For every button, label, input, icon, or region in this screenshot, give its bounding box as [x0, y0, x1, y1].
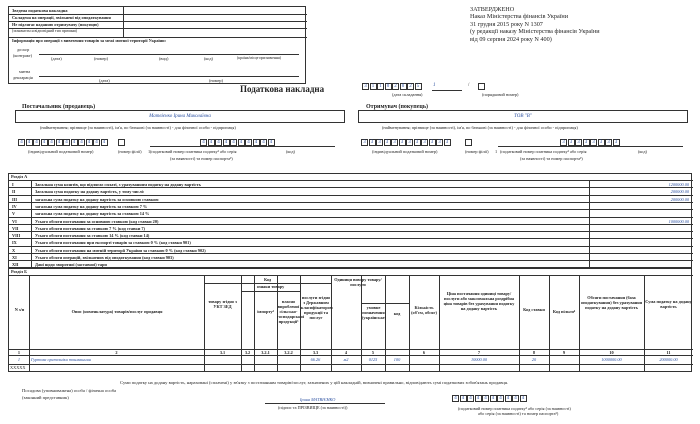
digit-cell: 4: [490, 395, 497, 402]
digit-cell: 3: [605, 139, 612, 146]
digit-cell: 3: [429, 139, 436, 146]
cell-unit: м2: [343, 356, 349, 362]
exempt-label: Складена на операції, звільнені від оподаткування: [12, 15, 111, 20]
not-given-label: Не підлягає наданню отримувачу (покупцю): [12, 22, 99, 27]
digit-cell: 4: [200, 139, 207, 146]
digit-cell: 4: [520, 395, 527, 402]
digit-cell: 3: [361, 139, 368, 146]
section-a-title: Розділ А: [11, 174, 28, 179]
buyer-name: ТОВ "В": [514, 114, 532, 119]
col-number: 10: [609, 349, 614, 355]
seller-name: Матвієнко Ірина Миколаївна: [149, 114, 211, 119]
buyer-name-label: (найменування; прізвище (за наявності), ім'я, по батькові (за наявності) - для фізичної особи - підприємця): [382, 125, 578, 130]
cell-price: 10000.00: [470, 356, 488, 362]
cell-n: 1: [17, 356, 21, 362]
digit-cell: 3: [399, 139, 406, 146]
col-number: 9: [562, 349, 566, 355]
digit-cell: 4: [215, 139, 222, 146]
consolidated-label: Зведена податкова накладна: [12, 8, 68, 13]
digit-cell: 4: [238, 139, 245, 146]
row-text: Усього обсяги постачання за ставкою 14 % (код ставки 14): [35, 233, 150, 239]
col-number: 3.1: [219, 349, 226, 355]
footer-row-marker: ХХХХХ: [10, 365, 26, 370]
col-number: 3.2.1: [261, 349, 270, 355]
number-value: 1: [433, 83, 436, 88]
row-value: 1200000.00: [668, 182, 689, 187]
row-text: Усього обсяги постачання при експорті товарів за ставкою 0 % (код ставки 901): [35, 240, 191, 246]
digit-cell: 4: [56, 139, 63, 146]
row-text: Дані щодо зворотної (заставної) тари: [35, 262, 107, 268]
digit-cell: 4: [497, 395, 504, 402]
row-value: 200000.00: [670, 196, 689, 202]
digit-cell: 4: [505, 395, 512, 402]
section-a: [8, 173, 692, 268]
digit-cell: 4: [71, 139, 78, 146]
digit-cell: 4: [223, 139, 230, 146]
row-number: II: [12, 189, 16, 195]
digit-cell: 4: [33, 139, 40, 146]
buyer-heading: Отримувач (покупець): [366, 104, 429, 110]
digit-cell: 4: [245, 139, 252, 146]
col-vyrob-header: власно виробленої сільсько-господарської продукції⁵: [277, 299, 305, 324]
section-a-row: [9, 187, 693, 194]
cell-desc: Гуртова оргтехніки тонмашини: [31, 356, 91, 362]
digit-cell: 4: [482, 395, 489, 402]
digit-cell: 4: [475, 395, 482, 402]
digit-cell: 3: [560, 139, 567, 146]
col-oznaka-header: ознаки товару: [256, 284, 285, 289]
digit-cell: 4: [253, 139, 260, 146]
digit-cell: 4: [78, 139, 85, 146]
row-text: загальна сума податку на додану вартість за основною ставкою: [35, 196, 159, 202]
digit-cell: 3: [590, 139, 597, 146]
col-number: 5: [371, 349, 375, 355]
digit-cell: 4: [101, 139, 108, 146]
digit-cell: 0: [400, 83, 407, 90]
digit-cell: 4: [26, 139, 33, 146]
digit-cell: 3: [362, 83, 369, 90]
section-a-row: [9, 202, 693, 209]
footer-official: Посадова (уповноважена) особа / фізична особа: [22, 388, 117, 393]
col-number: 11: [666, 349, 671, 355]
footer-representative: (законний представник): [22, 395, 69, 400]
signer-label: (підпис та ПРІЗВИЩЕ (за наявності)): [278, 405, 348, 410]
col-price-header: Ціна постачання одиниці товару/послуги або максимальна роздрібна ціна товарів без урахування податку на додану вартість: [443, 291, 515, 311]
footer-statement: Суми податку на додану вартість, нараховані (сплачені) у зв'язку з постачанням товарів/послуг, зазначених у цій накладній, визначені правильно, відповідають сумі податкових зобов'язань продавця.: [120, 380, 509, 385]
row-text: Усього обсяги операцій, звільнених від оподаткування (код ставки 903): [35, 255, 174, 260]
digit-cell: 3: [613, 139, 620, 146]
cell-unit_code: 0125: [368, 356, 378, 362]
digit-cell: 4: [41, 139, 48, 146]
col-vol-header: Обсяги постачання (база оподаткування) без урахування податку на додану вартість: [580, 295, 643, 310]
cell-vol: 1000000.00: [601, 356, 622, 362]
row-number: IX: [12, 240, 17, 246]
buyer-filial-cell: [465, 139, 472, 146]
col-number: 8: [532, 349, 536, 355]
number-label: (порядковий номер): [482, 92, 519, 97]
digit-cell: 5: [415, 83, 422, 90]
col-number: 3.2.2: [284, 349, 293, 355]
digit-cell: 3: [421, 139, 428, 146]
digit-cell: 1: [370, 83, 377, 90]
col-n-header: N з/п: [14, 307, 25, 312]
cell-rate: 20: [531, 356, 537, 362]
col-number: 1: [17, 349, 21, 355]
section-a-row: [9, 238, 693, 245]
seller-name-label: (найменування; прізвище (за наявності), ім'я, по батькові (за наявності) - для фізичної особи - підприємця): [40, 125, 236, 130]
section-a-row: [9, 231, 693, 238]
digit-cell: 4: [268, 139, 275, 146]
section-a-row: [9, 246, 693, 253]
row-text: Загальна сума податку на додану вартість, у тому числі:: [35, 189, 145, 195]
digit-cell: 3: [583, 139, 590, 146]
digit-cell: 4: [467, 395, 474, 402]
col-uktzed-header: товару згідно з УКТ ЗЕД: [208, 299, 237, 309]
col-number: 2: [115, 349, 118, 355]
col-unit-name-header: умовне позначення (українське): [362, 305, 387, 320]
digit-cell: 4: [208, 139, 215, 146]
row-number: VIII: [12, 233, 21, 239]
buyer-name-box: [358, 110, 688, 123]
slash: /: [468, 83, 470, 88]
section-b: [8, 268, 692, 372]
col-number: 4: [344, 349, 348, 355]
row-text: Усього обсяги постачання на митній території України за ставкою 0 % (код ставки 902): [35, 247, 206, 253]
col-pilga-header: Код пільги⁶: [552, 309, 576, 314]
col-vat-header: Сума податку на додану вартість: [645, 299, 692, 309]
row-number: IV: [12, 203, 17, 209]
row-text: загальна сума податку на додану вартість за ставкою 7 %: [35, 203, 148, 209]
digit-cell: 4: [93, 139, 100, 146]
digit-cell: 4: [452, 395, 459, 402]
col-unit-header: Одиниця виміру товару/послуги: [334, 277, 382, 287]
seller-name-box: [15, 110, 345, 123]
cell-poslugy: 66.26: [310, 356, 321, 362]
digit-cell: 3: [391, 139, 398, 146]
row-number: XII: [12, 262, 19, 268]
row-number: VI: [12, 218, 17, 224]
row-number: XI: [12, 255, 17, 260]
digit-cell: 0: [385, 83, 392, 90]
export-info-label: Інформація про операції з вивезення товарів за межі митної території України:: [12, 38, 167, 43]
section-a-row: [9, 224, 693, 231]
digit-cell: 2: [392, 83, 399, 90]
seller-filial-cell: [118, 139, 125, 146]
digit-cell: 4: [230, 139, 237, 146]
col-number: 3.2: [244, 349, 251, 355]
digit-cell: 3: [369, 139, 376, 146]
row-text: Загальна сума коштів, що підлягає сплаті, з урахуванням податку на додану вартість: [35, 182, 201, 187]
col-qty-header: Кількість (об'єм, обсяг): [411, 305, 437, 315]
digit-cell: 4: [260, 139, 267, 146]
digit-cell: 1: [377, 83, 384, 90]
row-text: Усього обсяги постачання за основною ставкою (код ставки 20): [35, 218, 159, 224]
col-number: 3.3: [312, 349, 319, 355]
row-number: V: [12, 211, 16, 217]
digit-cell: 3: [414, 139, 421, 146]
digit-cell: 3: [384, 139, 391, 146]
filial-cell: [478, 83, 485, 90]
col-unit-code-header: код: [393, 311, 401, 316]
col-number: 6: [422, 349, 426, 355]
col-kod-header: Код: [263, 277, 272, 282]
digit-cell: 4: [460, 395, 467, 402]
row-number: I: [12, 182, 14, 187]
approval-block: ЗАТВЕРДЖЕНО Наказ Міністерства фінансів України 31 грудня 2015 року N 1307 (у редакції наказу Міністерства фінансів України від 09 серпня 2024 року N 400): [470, 6, 600, 43]
digit-cell: 4: [18, 139, 25, 146]
row-text: Усього обсяги постачання за ставкою 7 % (код ставки 7): [35, 225, 145, 231]
digit-cell: 4: [63, 139, 70, 146]
reason-sub-label: (зазначається відповідний тип причини): [12, 29, 77, 33]
row-number: III: [12, 196, 18, 202]
section-a-row: [9, 195, 693, 202]
top-left-block: Зведена податкова накладна Складена на операції, звільнені від оподаткування Не підлягає наданню отримувачу (покупцю) (зазначається відповідний тип причини) Інформація про операції з вивезення товарів за межі митної території України: досьєр (контракт) митна декларація (дата) (номер) (вид) (код) (країна/місце призначення) (дата) (номер): [8, 6, 306, 84]
section-a-row: [9, 253, 693, 260]
col-import-header: імпорту⁴: [257, 309, 274, 314]
section-a-row: [9, 209, 693, 216]
digit-cell: 3: [406, 139, 413, 146]
col-desc-header: Опис (номенклатура) товарів/послуг продавця: [71, 309, 163, 314]
section-a-row: [9, 260, 693, 267]
buyer-filial-sup: 1: [495, 149, 498, 154]
document-title: Податкова накладна: [240, 84, 325, 94]
row-value: 1000000.00: [668, 218, 689, 224]
digit-cell: 2: [407, 83, 414, 90]
cell-vat: 200000.00: [659, 356, 678, 362]
row-number: X: [12, 247, 16, 253]
seller-heading: Постачальник (продавець): [22, 104, 96, 110]
seller-filial-sup: 1: [148, 149, 151, 154]
col-number: 7: [477, 349, 481, 355]
digit-cell: 3: [575, 139, 582, 146]
digit-cell: 4: [86, 139, 93, 146]
row-number: VII: [12, 225, 19, 231]
digit-cell: 3: [376, 139, 383, 146]
digit-cell: 3: [598, 139, 605, 146]
date-label: (дата складання): [392, 92, 423, 97]
col-poslugy-header: послуги згідно з Державним класифікатором продукції та послуг: [301, 295, 333, 320]
col-rate-header: Код ставки: [523, 307, 545, 312]
section-a-row: [9, 217, 693, 224]
row-text: загальна сума податку на додану вартість за ставкою 14 %: [35, 211, 150, 217]
digit-cell: 3: [436, 139, 443, 146]
digit-cell: 4: [48, 139, 55, 146]
digit-cell: 3: [444, 139, 451, 146]
digit-cell: 3: [568, 139, 575, 146]
section-a-row: [9, 180, 693, 187]
section-b-title: Розділ Б: [11, 269, 28, 274]
digit-cell: 4: [512, 395, 519, 402]
signer-name: Ірина МАТВІЄНКО: [300, 397, 336, 402]
row-value: 200000.00: [670, 189, 689, 195]
cell-qty: 100: [393, 356, 401, 362]
